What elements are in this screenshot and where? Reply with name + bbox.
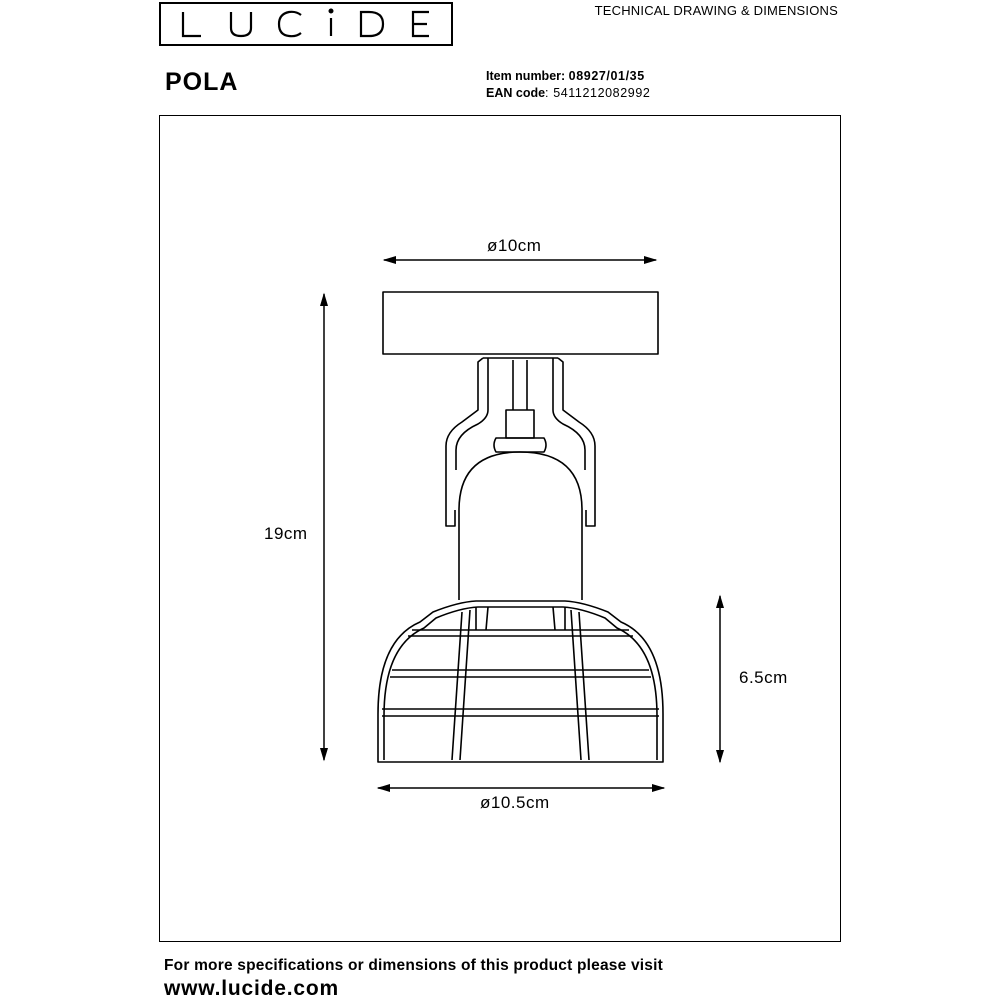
ean-value: : 5411212082992	[545, 86, 651, 100]
header-title: TECHNICAL DRAWING & DIMENSIONS	[594, 3, 838, 18]
bracket-right	[558, 358, 595, 526]
item-number-label: Item number:	[486, 69, 566, 83]
base-diameter-label: ø10cm	[487, 236, 542, 255]
footer-note: For more specifications or dimensions of this product please visit	[164, 957, 663, 974]
bracket-left	[446, 358, 483, 526]
product-name: POLA	[165, 68, 239, 96]
lamp-socket-body	[459, 452, 582, 600]
ceiling-base	[383, 292, 658, 354]
lamp-socket-ring	[494, 438, 546, 452]
total-height-label: 19cm	[264, 524, 308, 543]
cage-shade	[378, 601, 663, 762]
shade-height-label: 6.5cm	[739, 668, 788, 687]
footer-link[interactable]: www.lucide.com	[164, 977, 339, 1000]
shade-diameter-label: ø10.5cm	[480, 793, 550, 812]
item-number-value: 08927/01/35	[568, 69, 645, 83]
ean-label: EAN code	[486, 86, 546, 100]
